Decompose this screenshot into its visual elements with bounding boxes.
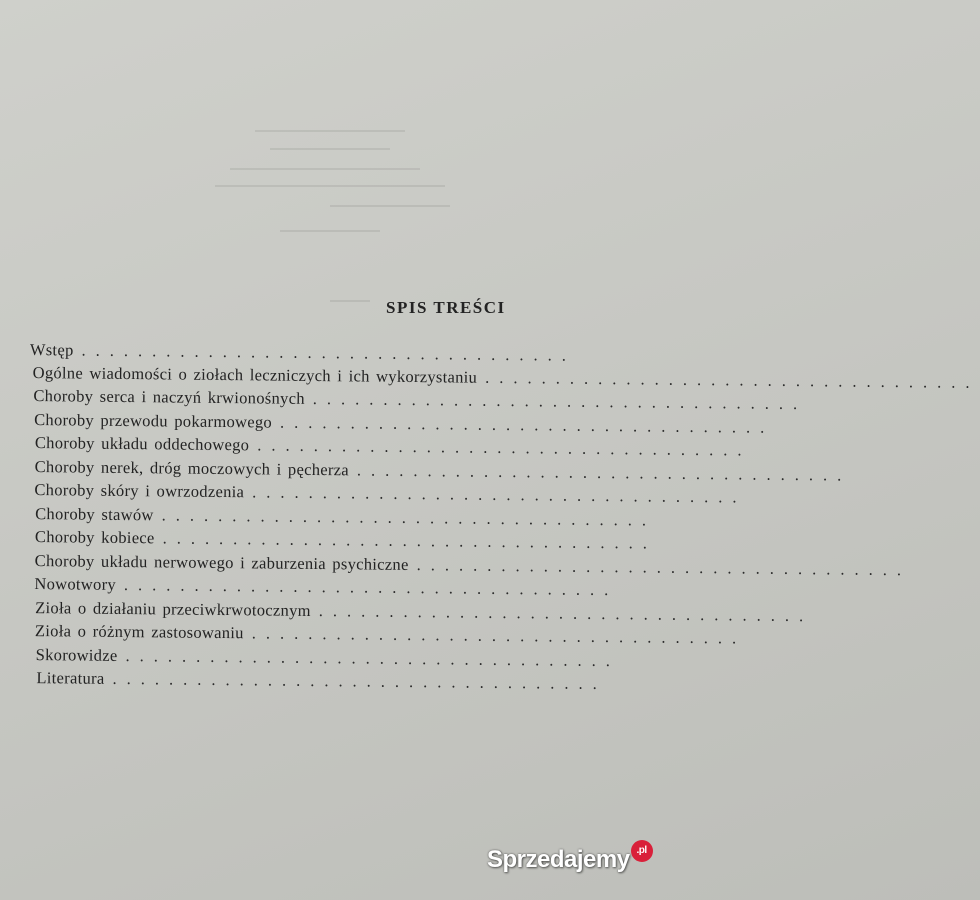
toc-entry-label: Choroby stawów <box>35 504 154 525</box>
toc-entry-label: Choroby przewodu pokarmowego <box>34 410 273 432</box>
toc-leader-dots: ................................... <box>81 340 577 365</box>
bleed-through-text <box>0 0 675 300</box>
toc-leader-dots: ................................... <box>161 505 657 530</box>
toc-entry-label: Ogólne wiadomości o ziołach leczniczych i ich wykorzystaniu <box>32 363 478 387</box>
toc-leader-dots: ................................... <box>356 460 852 485</box>
sprzedajemy-logo <box>487 846 653 876</box>
toc-entry-label: Nowotwory <box>34 574 117 594</box>
toc-entry-label: Wstęp <box>29 340 74 360</box>
logo-badge: .pl <box>631 840 653 862</box>
toc-leader-dots: ................................... <box>485 367 980 392</box>
toc-entry-label: Choroby serca i naczyń krwionośnych <box>33 386 305 408</box>
toc-entry-label: Choroby układu oddechowego <box>34 433 250 455</box>
toc-entry-label: Choroby skóry i owrzodzenia <box>34 480 245 502</box>
toc-entry-label: Zioła o różnym zastosowaniu <box>34 621 244 643</box>
logo-brand: Sprzedajemy <box>487 846 630 873</box>
toc-leader-dots: ................................... <box>162 528 658 553</box>
toc-entry-label: Choroby nerek, dróg moczowych i pęcherza <box>34 457 350 480</box>
toc-leader-dots: ................................... <box>318 601 814 626</box>
table-of-contents <box>0 340 980 694</box>
toc-leader-dots: ................................... <box>257 435 752 460</box>
toc-leader-dots: ................................... <box>123 574 619 600</box>
toc-entry-label: Choroby kobiece <box>34 527 155 548</box>
toc-leader-dots: ................................... <box>312 388 808 414</box>
toc-entry-label: Skorowidze <box>35 645 118 665</box>
toc-entry-label: Literatura <box>36 668 105 688</box>
toc-entry-label: Choroby układu nerwowego i zaburzenia psychiczne <box>34 551 409 574</box>
page-title: SPIS TREŚCI <box>386 298 506 317</box>
toc-leader-dots: ................................... <box>125 646 620 671</box>
toc-leader-dots: ................................... <box>416 555 912 580</box>
toc-leader-dots: ................................... <box>251 623 747 648</box>
toc-leader-dots: ................................... <box>279 412 775 437</box>
toc-entry-label: Zioła o działaniu przeciwkrwotocznym <box>35 598 311 620</box>
toc-leader-dots: ................................... <box>112 668 607 694</box>
toc-leader-dots: ................................... <box>252 482 747 507</box>
